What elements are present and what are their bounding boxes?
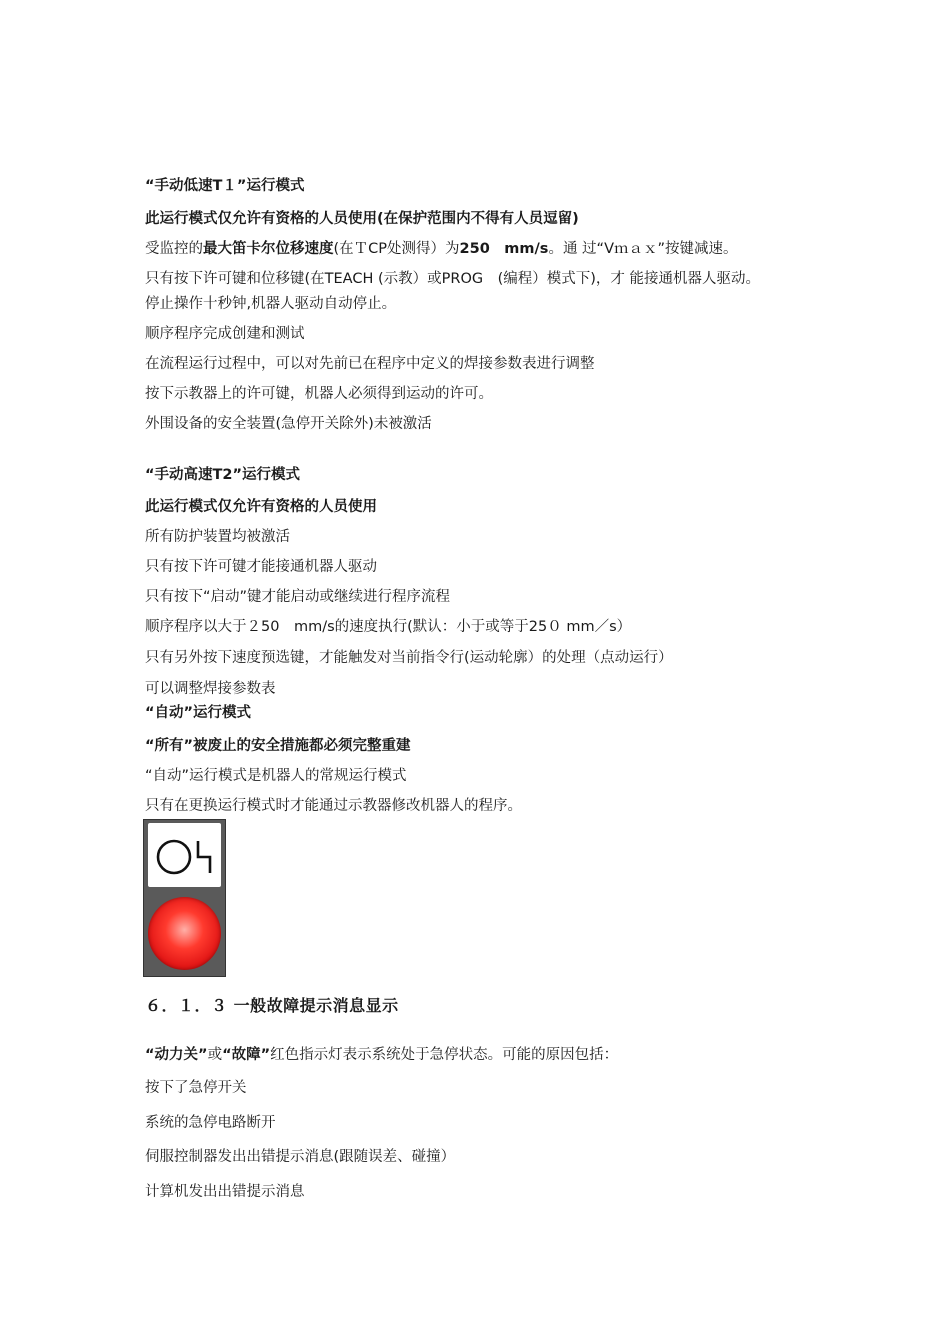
power-off-symbol-icon <box>148 823 221 887</box>
t2-start-key-line: 只有按下“启动”键才能启动或继续进行程序流程 <box>145 589 451 605</box>
auto-program-change-line: 只有在更换运行模式时才能通过示教器修改机器人的程序。 <box>145 798 522 814</box>
t1-safety-devices-line: 外围设备的安全装置(急停开关除外)未被激活 <box>145 416 432 432</box>
t2-guards-active-line: 所有防护装置均被激活 <box>145 529 290 545</box>
auto-mode-title: “自动”运行模式 <box>145 705 252 721</box>
power-off-term: “动力关” <box>145 1047 208 1063</box>
cause-estop-pressed: 按下了急停开关 <box>145 1080 247 1096</box>
emergency-indicator-panel <box>143 819 226 977</box>
t1-mode-title: “手动低速T１”运行模式 <box>145 178 305 194</box>
t1-permission-line: 按下示教器上的许可键，机器人必须得到运动的许可。 <box>145 386 493 402</box>
t2-enable-key-line: 只有按下许可键才能接通机器人驱动 <box>145 559 377 575</box>
t2-weld-params-line: 可以调整焊接参数表 <box>145 681 276 697</box>
or-word: 或 <box>207 1047 223 1063</box>
t1-speed-prefix: 受监控的 <box>145 241 203 257</box>
t1-qualified-personnel: 此运行模式仅允许有资格的人员使用(在保护范围内不得有人员逗留) <box>145 211 579 227</box>
t2-mode-title: “手动高速T2”运行模式 <box>145 467 301 483</box>
t1-max-speed-line <box>145 239 738 259</box>
section-613-heading: ６．１．３ 一般故障提示消息显示 <box>145 996 399 1015</box>
fault-term: “故障” <box>222 1047 271 1063</box>
t1-auto-stop-line: 停止操作十秒钟,机器人驱动自动停止。 <box>145 296 397 312</box>
auto-regular-mode-line: “自动”运行模式是机器人的常规运行模式 <box>145 768 407 784</box>
red-lamp-icon <box>148 897 221 970</box>
t2-preselect-line: 只有另外按下速度预选键，才能触发对当前指令行(运动轮廓）的处理（点动运行） <box>145 650 673 666</box>
t1-speed-middle: (在ＴCP处测得）为 <box>333 241 460 257</box>
cause-circuit-open: 系统的急停电路断开 <box>145 1115 276 1131</box>
t2-qualified-personnel: 此运行模式仅允许有资格的人员使用 <box>145 499 377 515</box>
t1-speed-value: 250 mm/s <box>459 241 549 257</box>
section-613-intro <box>145 1045 618 1065</box>
t1-speed-suffix: 。通 过“Vｍａｘ”按键减速。 <box>548 241 738 257</box>
t1-weld-params-line: 在流程运行过程中，可以对先前已在程序中定义的焊接参数表进行调整 <box>145 356 595 372</box>
t1-enable-key-line: 只有按下许可键和位移键(在TEACH (示教）或PROG (编程）模式下)，才 能接通机器人驱动。 <box>145 271 761 287</box>
auto-safety-rebuild: “所有”被废止的安全措施都必须完整重建 <box>145 738 411 754</box>
intro-rest: 红色指示灯表示系统处于急停状态。可能的原因包括： <box>270 1047 619 1063</box>
cause-servo-error: 伺服控制器发出出错提示消息(跟随误差、碰撞） <box>145 1149 456 1165</box>
cause-computer-error: 计算机发出出错提示消息 <box>145 1184 305 1200</box>
t1-speed-term: 最大笛卡尔位移速度 <box>203 241 334 257</box>
t2-speed-line: 顺序程序以大于２50 mm/s的速度执行(默认：小于或等于25０ mm／s） <box>145 619 632 635</box>
t1-program-test-line: 顺序程序完成创建和测试 <box>145 326 305 342</box>
